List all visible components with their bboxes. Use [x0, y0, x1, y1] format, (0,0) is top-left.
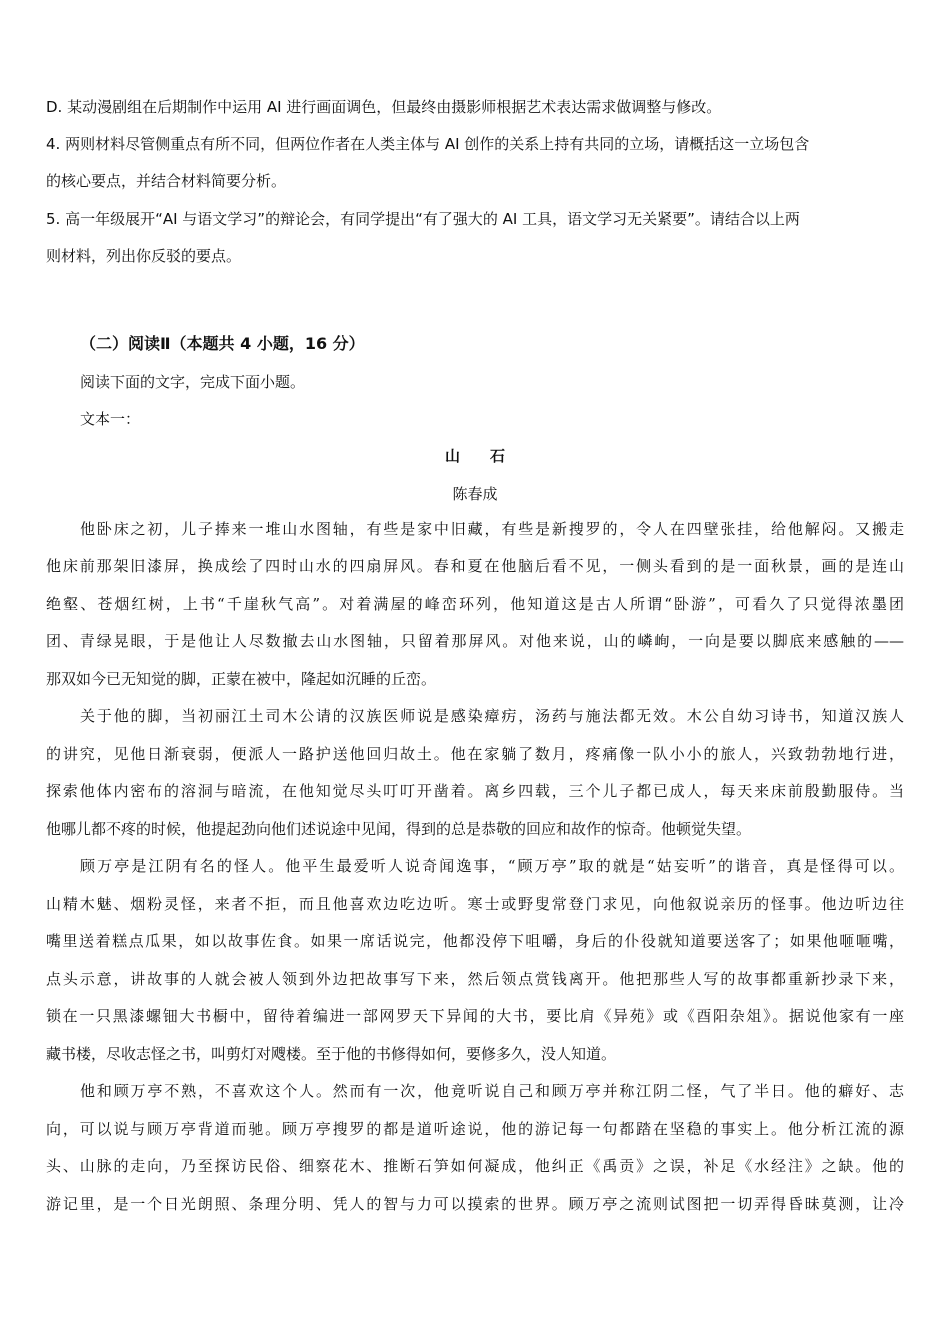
article-line: 游记里，是一个日光朗照、条理分明、凭人的智与力可以摸索的世界。顾万亭之流则试图把一切弄得昏昧莫测，让冷 [46, 1195, 904, 1213]
article-line: 锁在一只黑漆螺钿大书橱中，留待着编进一部网罗天下异闻的大书，要比肩《异苑》或《酉阳杂俎》。据说他家有一座 [46, 1007, 904, 1025]
article-line: 顾万亭是江阴有名的怪人。他平生最爱听人说奇闻逸事，“顾万亭”取的就是“姑妄听”的谐音，真是怪得可以。 [80, 857, 904, 875]
question-5-line-2: 则材料，列出你反驳的要点。 [46, 247, 242, 265]
question-5-line-1: 5. 高一年级展开“AI 与语文学习”的辩论会，有同学提出“有了强大的 AI 工具，语文学习无关紧要”。请结合以上两 [46, 210, 800, 228]
article-line: 点头示意，讲故事的人就会被人领到外边把故事写下来，然后领点赏钱离开。他把那些人写的故事都重新抄录下来， [46, 970, 904, 988]
article-line: 他和顾万亭不熟，不喜欢这个人。然而有一次，他竟听说自己和顾万亭并称江阴二怪，气了半日。他的癖好、志 [80, 1082, 904, 1100]
article-line: 绝壑、苍烟红树，上书“千崖秋气高”。对着满屋的峰峦环列，他知道这是古人所谓“卧游”，可看久了只觉得浓墨团 [46, 595, 904, 613]
article-line: 向，可以说与顾万亭背道而驰。顾万亭搜罗的都是道听途说，他的游记每一句都踏在坚稳的事实上。他分析江流的源 [46, 1120, 904, 1138]
text-label: 文本一： [80, 410, 141, 428]
section-instruction: 阅读下面的文字，完成下面小题。 [80, 373, 306, 391]
article-line: 头、山脉的走向，乃至探访民俗、细察花木、推断石笋如何凝成，他纠正《禹贡》之误，补足《水经注》之缺。他的 [46, 1157, 904, 1175]
question-3-option-d: D. 某动漫剧组在后期制作中运用 AI 进行画面调色，但最终由摄影师根据艺术表达需求做调整与修改。 [46, 98, 722, 116]
article-line: 团、青绿晃眼，于是他让人尽数撤去山水图轴，只留着那屏风。对他来说，山的嶙峋，一向是要以脚底来感触的—— [46, 632, 904, 650]
article-line: 探索他体内密布的溶洞与暗流，在他知觉尽头叮叮开凿着。离乡四载，三个儿子都已成人，每天来床前殷勤服侍。当 [46, 782, 904, 800]
article-line: 山精木魅、烟粉灵怪，来者不拒，而且他喜欢边吃边听。寒士或野叟常登门求见，向他叙说亲历的怪事。他边听边往 [46, 895, 904, 913]
article-line: 那双如今已无知觉的脚，正蒙在被中，隆起如沉睡的丘峦。 [46, 670, 437, 688]
article-line: 他哪儿都不疼的时候，他提起劲向他们述说途中见闻，得到的总是恭敬的回应和故作的惊奇。他顿觉失望。 [46, 820, 752, 838]
article-line: 他卧床之初，儿子捧来一堆山水图轴，有些是家中旧藏，有些是新搜罗的，令人在四壁张挂，给他解闷。又搬走 [80, 520, 904, 538]
article-line: 的讲究，见他日渐衰弱，便派人一路护送他回归故土。他在家躺了数月，疼痛像一队小小的旅人，兴致勃勃地行进， [46, 745, 904, 763]
article-line: 藏书楼，尽收志怪之书，叫剪灯对飕楼。至于他的书修得如何，要修多久，没人知道。 [46, 1045, 617, 1063]
question-4-line-2: 的核心要点，并结合材料简要分析。 [46, 172, 287, 190]
section-title: （二）阅读Ⅱ（本题共 4 小题，16 分） [80, 334, 365, 353]
article-line: 他床前那架旧漆屏，换成绘了四时山水的四扇屏风。春和夏在他脑后看不见，一侧头看到的是一面秋景，画的是连山 [46, 557, 904, 575]
article-line: 关于他的脚，当初丽江土司木公请的汉族医师说是感染瘴疠，汤药与施法都无效。木公自幼习诗书，知道汉族人 [80, 707, 904, 725]
question-4-line-1: 4. 两则材料尽管侧重点有所不同，但两位作者在人类主体与 AI 创作的关系上持有共同的立场，请概括这一立场包含 [46, 135, 810, 153]
article-line: 嘴里送着糕点瓜果，如以故事佐食。如果一席话说完，他都没停下咀嚼，身后的仆役就知道要送客了；如果他咂咂嘴， [46, 932, 904, 950]
article-title: 山石 [444, 447, 535, 465]
article-author: 陈春成 [452, 485, 498, 503]
